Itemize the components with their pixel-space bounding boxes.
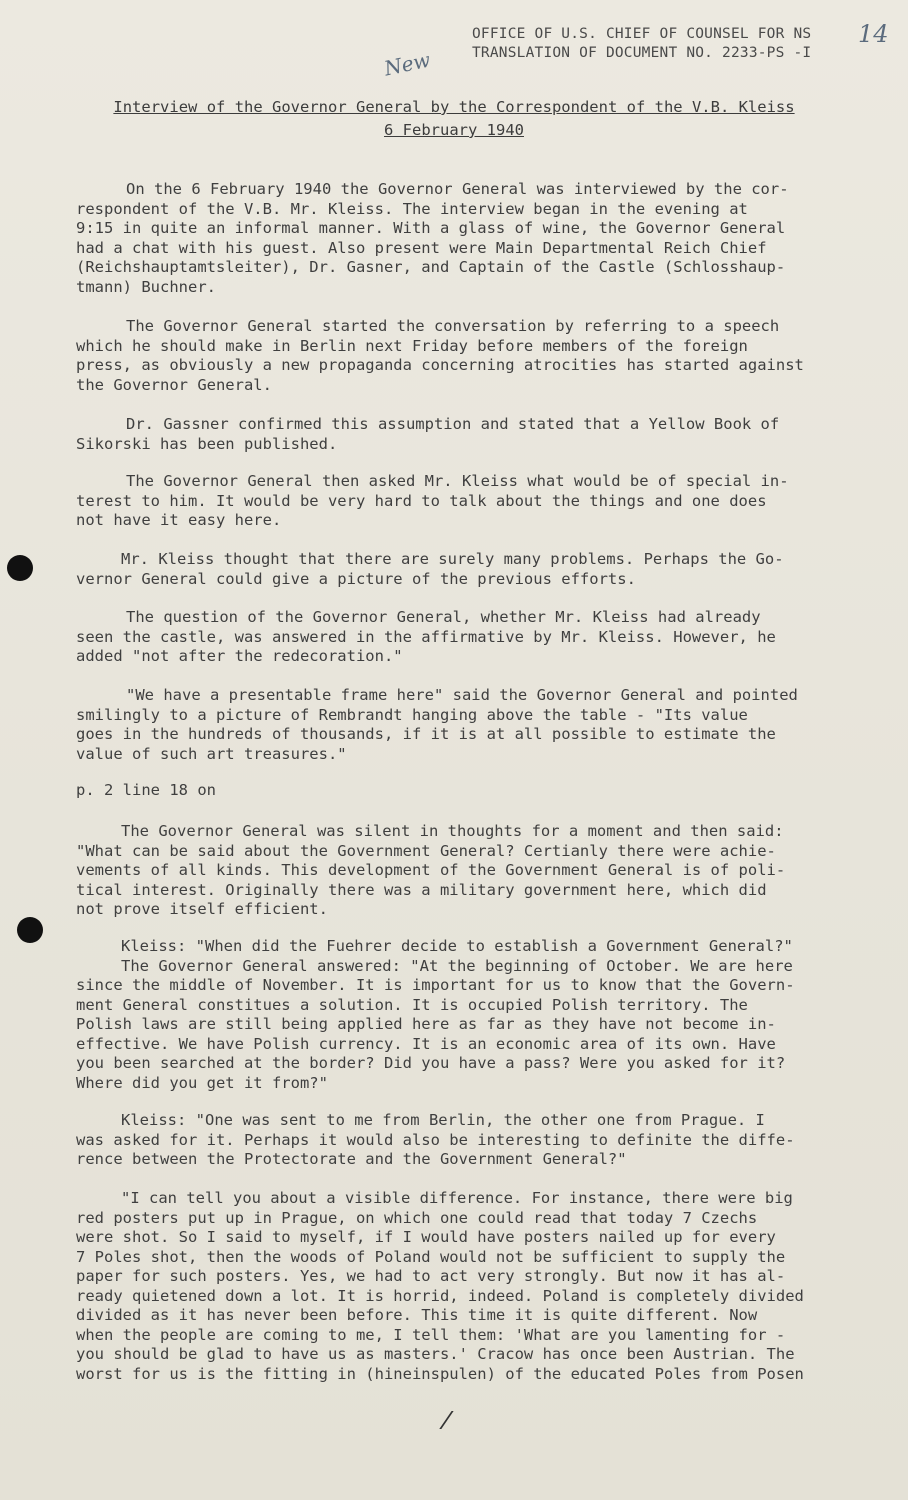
text-line: had a chat with his guest. Also present were Main Departmental Reich Chief [76,238,767,257]
paragraph-passes [76,1111,836,1170]
text-line: Kleiss: "One was sent to me from Berlin, the other one from Prague. I [121,1111,765,1129]
text-line: vements of all kinds. This development of the Government General is of poli- [76,861,786,879]
text-line: Sikorski has been published. [76,434,338,453]
text-line: divided as it has never been before. This time it is quite different. Now [76,1306,758,1324]
paragraph-speech [76,317,836,395]
text-line: "I can tell you about a visible difference. For instance, there were big [121,1189,793,1207]
text-line: was asked for it. Perhaps it would also be interesting to definite the diffe- [76,1130,795,1149]
text-line: paper for such posters. Yes, we had to act very strongly. But now it has al- [76,1267,786,1285]
text-line: On the 6 February 1940 the Governor General was interviewed by the cor- [126,180,789,198]
text-line: "What can be said about the Government General? Certianly there were achie- [76,841,776,860]
text-line: when the people are coming to me, I tell them: 'What are you lamenting for - [76,1325,786,1344]
document-date: 6 February 1940 [384,121,524,139]
paragraph-rembrandt [76,686,836,764]
text-line: since the middle of November. It is important for us to know that the Govern- [76,976,795,994]
page-reference [76,781,836,801]
text-line: Where did you get it from?" [76,1073,328,1092]
text-line: you been searched at the border? Did you have a pass? Were you asked for it? [76,1054,786,1072]
office-header: OFFICE OF U.S. CHIEF OF COUNSEL FOR NS [472,26,812,42]
translation-header: TRANSLATION OF DOCUMENT NO. 2233-PS -I [472,45,812,61]
text-line: The Governor General was silent in thoughts for a moment and then said: [121,822,784,840]
document-title: Interview of the Governor General by the Correspondent of the V.B. Kleiss [113,98,795,116]
text-line: rence between the Protectorate and the Government General?" [76,1150,627,1168]
text-line: ment General constitues a solution. It is occupied Polish territory. The [76,995,748,1014]
handwritten-new-note: New [382,47,433,81]
punch-hole-lower [17,917,43,943]
text-line: worst for us is the fitting in (hineinspulen) of the educated Poles from Posen [76,1364,804,1383]
paragraph-fuehrer-decision [76,937,836,1093]
text-line: seen the castle, was answered in the affirmative by Mr. Kleiss. However, he [76,627,776,646]
text-line: added "not after the redecoration." [76,647,403,665]
paragraph-government-general [76,822,836,920]
text-line: not prove itself efficient. [76,900,328,918]
paragraph-problems [76,550,836,589]
text-line: Mr. Kleiss thought that there are surely many problems. Perhaps the Go- [121,550,784,568]
text-line: value of such art treasures." [76,744,347,763]
text-line: vernor General could give a picture of the previous efforts. [76,569,636,588]
text-line: goes in the hundreds of thousands, if it is at all possible to estimate the [76,725,776,743]
paragraph-posters [76,1189,836,1384]
text-line: were shot. So I said to myself, if I would have posters nailed up for every [76,1228,776,1246]
text-line: tical interest. Originally there was a military government here, which did [76,880,767,899]
text-line: The Governor General then asked Mr. Kleiss what would be of special in- [126,472,789,490]
paragraph-intro [76,180,836,297]
text-line: effective. We have Polish currency. It is an economic area of its own. Have [76,1034,776,1053]
text-line: (Reichshauptamtsleiter), Dr. Gasner, and Captain of the Castle (Schlosshaup- [76,258,786,276]
text-line: ready quietened down a lot. It is horrid, indeed. Poland is completely divided [76,1286,804,1305]
text-line: smilingly to a picture of Rembrandt hanging above the table - "Its value [76,705,748,724]
punch-hole-upper [7,555,33,581]
text-line: respondent of the V.B. Mr. Kleiss. The interview began in the evening at [76,199,748,218]
text-line: Dr. Gassner confirmed this assumption and stated that a Yellow Book of [126,415,780,433]
text-line: press, as obviously a new propaganda concerning atrocities has started against [76,356,804,374]
text-line: terest to him. It would be very hard to talk about the things and one does [76,491,767,510]
text-line: the Governor General. [76,375,272,394]
text-line: tmann) Buchner. [76,277,216,296]
paragraph-castle [76,608,836,667]
text-line: red posters put up in Prague, on which one could read that today 7 Czechs [76,1208,758,1227]
text-line: not have it easy here. [76,511,282,529]
text-line: The question of the Governor General, whether Mr. Kleiss had already [126,608,761,626]
text-line: Polish laws are still being applied here as far as they have not become in- [76,1015,776,1033]
paragraph-special-interest [76,472,836,531]
text-line: you should be glad to have us as masters.' Cracow has once been Austrian. The [76,1345,795,1363]
text-line: The Governor General started the conversation by referring to a speech [126,317,780,335]
handwritten-page-number: 14 [858,20,889,48]
text-line: The Governor General answered: "At the beginning of October. We are here [121,956,793,975]
paragraph-yellow-book [76,415,836,454]
page-continuation-mark: / [437,1408,456,1433]
text-line: which he should make in Berlin next Friday before members of the foreign [76,336,748,355]
text-line: 7 Poles shot, then the woods of Poland would not be sufficient to supply the [76,1247,786,1266]
text-line: Kleiss: "When did the Fuehrer decide to establish a Government General?" [121,937,793,955]
text-line: p. 2 line 18 on [76,781,216,799]
text-line: "We have a presentable frame here" said the Governor General and pointed [126,686,798,704]
text-line: 9:15 in quite an informal manner. With a glass of wine, the Governor General [76,219,786,237]
